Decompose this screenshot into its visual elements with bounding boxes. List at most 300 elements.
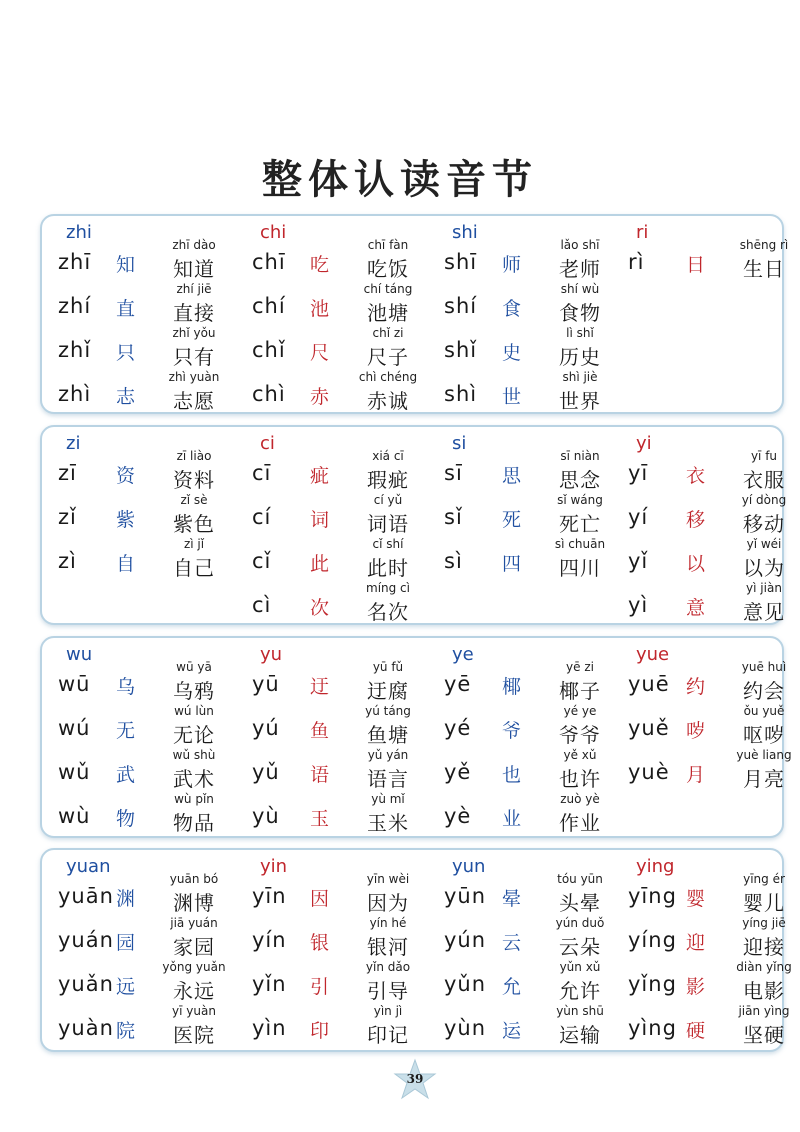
tone-syllable: chī — [252, 250, 286, 274]
character: 业 — [502, 808, 522, 830]
tone-syllable: shǐ — [444, 338, 478, 362]
tone-syllable: zī — [58, 461, 77, 485]
character: 思 — [502, 465, 522, 487]
word-pinyin: wú lùn — [174, 704, 214, 718]
syllable-group — [624, 850, 800, 1050]
word-pinyin: chí táng — [363, 282, 413, 296]
word: 电影 — [743, 979, 785, 1003]
word-pinyin: yí dòng — [741, 493, 787, 507]
character: 武 — [116, 764, 136, 786]
syllable-row — [54, 370, 234, 414]
syllable-section — [40, 425, 787, 625]
word: 物品 — [173, 811, 215, 835]
syllable-row — [54, 748, 234, 792]
character: 婴 — [686, 888, 706, 910]
tone-syllable: yǔn — [444, 972, 487, 996]
character: 意 — [686, 597, 706, 619]
word: 月亮 — [743, 767, 785, 791]
syllable-group — [248, 216, 428, 412]
syllable-row — [440, 449, 620, 493]
word: 词语 — [367, 512, 409, 536]
syllable-heading: ci — [260, 433, 275, 454]
word-pinyin: sì chuān — [554, 537, 606, 551]
word-pinyin: cí yǔ — [373, 493, 403, 507]
word: 自己 — [173, 556, 215, 580]
syllable-row — [54, 660, 234, 704]
word: 运输 — [559, 1023, 601, 1047]
word-pinyin: yuān bó — [169, 872, 219, 886]
tone-syllable: yuè — [628, 760, 670, 784]
tone-syllable: yǔ — [252, 760, 280, 784]
syllable-group — [624, 427, 800, 623]
character: 无 — [116, 720, 136, 742]
syllable-row — [54, 282, 234, 326]
syllable-row — [248, 449, 428, 493]
character: 因 — [310, 888, 330, 910]
word-pinyin: zī liào — [176, 449, 212, 463]
character: 四 — [502, 553, 522, 575]
tone-syllable: cí — [252, 505, 272, 529]
tone-syllable: yíng — [628, 928, 677, 952]
character: 死 — [502, 509, 522, 531]
syllable-heading: yun — [452, 856, 486, 877]
character: 自 — [116, 553, 136, 575]
tone-syllable: yǐn — [252, 972, 287, 996]
word: 知道 — [173, 257, 215, 281]
word: 衣服 — [743, 468, 785, 492]
syllable-heading: ye — [452, 644, 474, 665]
word-pinyin: chǐ zi — [372, 326, 404, 340]
syllable-heading: yu — [260, 644, 283, 665]
syllable-heading: si — [452, 433, 467, 454]
word: 椰子 — [559, 679, 601, 703]
word: 约会 — [743, 679, 785, 703]
syllable-row — [624, 537, 800, 581]
word: 紫色 — [173, 512, 215, 536]
character: 云 — [502, 932, 522, 954]
syllable-row — [248, 792, 428, 836]
character: 直 — [116, 298, 136, 320]
tone-syllable: yún — [444, 928, 487, 952]
word-pinyin: yì jiàn — [746, 581, 782, 595]
page-title: 整体认读音节 — [262, 156, 538, 203]
character: 资 — [116, 465, 136, 487]
tone-syllable: shí — [444, 294, 478, 318]
tone-syllable: wú — [58, 716, 91, 740]
character: 迂 — [310, 676, 330, 698]
character: 赤 — [310, 386, 330, 408]
tone-syllable: yī — [628, 461, 649, 485]
syllable-section — [40, 214, 789, 414]
syllable-row — [248, 1004, 428, 1048]
character: 此 — [310, 553, 330, 575]
word: 作业 — [559, 811, 601, 835]
tone-syllable: yīng — [628, 884, 677, 908]
word-pinyin: tóu yūn — [557, 872, 603, 886]
syllable-row — [248, 872, 428, 916]
word: 尺子 — [367, 345, 409, 369]
word-pinyin: míng cì — [366, 581, 410, 595]
tone-syllable: cī — [252, 461, 272, 485]
character: 移 — [686, 509, 706, 531]
tone-syllable: yū — [252, 672, 280, 696]
tone-syllable: sǐ — [444, 505, 463, 529]
word: 爷爷 — [559, 723, 601, 747]
word-pinyin: yǔ yán — [367, 748, 409, 762]
word-pinyin: yé ye — [563, 704, 597, 718]
syllable-row — [624, 660, 800, 704]
tone-syllable: chí — [252, 294, 286, 318]
tone-syllable: yuē — [628, 672, 670, 696]
character: 尺 — [310, 342, 330, 364]
word: 迎接 — [743, 935, 785, 959]
tone-syllable: cì — [252, 593, 272, 617]
character: 影 — [686, 976, 706, 998]
syllable-row — [624, 704, 800, 748]
tone-syllable: rì — [628, 250, 645, 274]
word-pinyin: yuē huì — [741, 660, 787, 674]
word: 池塘 — [367, 301, 409, 325]
character: 约 — [686, 676, 706, 698]
syllable-section — [40, 636, 792, 838]
tone-syllable: shī — [444, 250, 478, 274]
syllable-row — [440, 960, 620, 1004]
tone-syllable: yuān — [58, 884, 114, 908]
character: 迎 — [686, 932, 706, 954]
character: 疵 — [310, 465, 330, 487]
word: 以为 — [743, 556, 785, 580]
character: 紫 — [116, 509, 136, 531]
tone-syllable: yuán — [58, 928, 114, 952]
word: 医院 — [173, 1023, 215, 1047]
word-pinyin: yǒng yuǎn — [162, 960, 226, 974]
tone-syllable: wǔ — [58, 760, 91, 784]
syllable-group — [624, 216, 800, 412]
character: 只 — [116, 342, 136, 364]
word-pinyin: jiā yuán — [170, 916, 218, 930]
syllable-row — [248, 704, 428, 748]
tone-syllable: cǐ — [252, 549, 272, 573]
syllable-group — [440, 850, 620, 1050]
word-pinyin: zhǐ yǒu — [172, 326, 216, 340]
character: 食 — [502, 298, 522, 320]
syllable-row — [624, 449, 800, 493]
word-pinyin: yī fu — [750, 449, 778, 463]
tone-syllable: yìng — [628, 1016, 677, 1040]
word: 武术 — [173, 767, 215, 791]
word-pinyin: jiān yìng — [738, 1004, 790, 1018]
syllable-row — [54, 704, 234, 748]
character: 爷 — [502, 720, 522, 742]
word: 引导 — [367, 979, 409, 1003]
word-pinyin: yín hé — [369, 916, 407, 930]
word-pinyin: shēng rì — [739, 238, 789, 252]
syllable-heading: yi — [636, 433, 652, 454]
tone-syllable: zhī — [58, 250, 92, 274]
syllable-section — [40, 848, 792, 1052]
syllable-row — [248, 581, 428, 625]
word: 因为 — [367, 891, 409, 915]
syllable-row — [440, 1004, 620, 1048]
syllable-row — [54, 493, 234, 537]
syllable-row — [54, 238, 234, 282]
word: 直接 — [173, 301, 215, 325]
word: 老师 — [559, 257, 601, 281]
syllable-heading: yue — [636, 644, 670, 665]
character: 引 — [310, 976, 330, 998]
tone-syllable: zǐ — [58, 505, 77, 529]
syllable-row — [248, 370, 428, 414]
character: 次 — [310, 597, 330, 619]
character: 椰 — [502, 676, 522, 698]
word-pinyin: yǔn xǔ — [559, 960, 601, 974]
syllable-row — [54, 1004, 234, 1048]
character: 乌 — [116, 676, 136, 698]
syllable-row — [248, 660, 428, 704]
character: 世 — [502, 386, 522, 408]
character: 吃 — [310, 254, 330, 276]
syllable-group — [248, 850, 428, 1050]
character: 也 — [502, 764, 522, 786]
word-pinyin: yē zi — [566, 660, 594, 674]
syllable-heading: shi — [452, 222, 478, 243]
syllable-row — [624, 581, 800, 625]
word: 名次 — [367, 600, 409, 624]
tone-syllable: wù — [58, 804, 91, 828]
word: 历史 — [559, 345, 601, 369]
word-pinyin: chī fàn — [367, 238, 409, 252]
tone-syllable: yí — [628, 505, 649, 529]
character: 以 — [686, 553, 706, 575]
word: 四川 — [559, 556, 601, 580]
syllable-row — [440, 660, 620, 704]
tone-syllable: yīn — [252, 884, 287, 908]
syllable-group — [440, 638, 620, 836]
syllable-row — [440, 792, 620, 836]
tone-syllable: sī — [444, 461, 463, 485]
word: 银河 — [367, 935, 409, 959]
word-pinyin: ǒu yuě — [743, 704, 785, 718]
character: 院 — [116, 1020, 136, 1042]
word-pinyin: diàn yǐng — [736, 960, 792, 974]
word-pinyin: chì chéng — [358, 370, 418, 384]
syllable-row — [54, 960, 234, 1004]
syllable-row — [54, 537, 234, 581]
syllable-row — [248, 282, 428, 326]
character: 志 — [116, 386, 136, 408]
tone-syllable: yì — [628, 593, 649, 617]
syllable-row — [248, 537, 428, 581]
word: 吃饭 — [367, 257, 409, 281]
syllable-heading: zhi — [66, 222, 92, 243]
word-pinyin: yùn shū — [556, 1004, 604, 1018]
syllable-row — [440, 238, 620, 282]
word-pinyin: yǐn dǎo — [365, 960, 411, 974]
word-pinyin: sǐ wáng — [557, 493, 603, 507]
word: 渊博 — [173, 891, 215, 915]
syllable-row — [624, 493, 800, 537]
syllable-row — [440, 370, 620, 414]
syllable-row — [624, 872, 800, 916]
word-pinyin: yū fǔ — [372, 660, 404, 674]
word-pinyin: zhí jiē — [176, 282, 212, 296]
word: 赤诚 — [367, 389, 409, 413]
syllable-heading: yin — [260, 856, 288, 877]
word: 思念 — [559, 468, 601, 492]
word-pinyin: shí wù — [560, 282, 600, 296]
word-pinyin: xiá cī — [372, 449, 404, 463]
word: 世界 — [559, 389, 601, 413]
character: 语 — [310, 764, 330, 786]
syllable-heading: chi — [260, 222, 287, 243]
word: 志愿 — [173, 389, 215, 413]
tone-syllable: yē — [444, 672, 472, 696]
tone-syllable: yìn — [252, 1016, 287, 1040]
syllable-row — [440, 537, 620, 581]
word-pinyin: wǔ shù — [172, 748, 216, 762]
character: 晕 — [502, 888, 522, 910]
word-pinyin: yīng ér — [743, 872, 785, 886]
syllable-heading: wu — [66, 644, 93, 665]
tone-syllable: zì — [58, 549, 77, 573]
word-pinyin: yīn wèi — [366, 872, 410, 886]
character: 玉 — [310, 808, 330, 830]
tone-syllable: yǐng — [628, 972, 677, 996]
word-pinyin: zuò yè — [560, 792, 600, 806]
character: 运 — [502, 1020, 522, 1042]
syllable-heading: ri — [636, 222, 649, 243]
word: 印记 — [367, 1023, 409, 1047]
syllable-row — [440, 916, 620, 960]
character: 词 — [310, 509, 330, 531]
word: 无论 — [173, 723, 215, 747]
tone-syllable: yè — [444, 804, 472, 828]
tone-syllable: wū — [58, 672, 91, 696]
tone-syllable: shì — [444, 382, 478, 406]
tone-syllable: yùn — [444, 1016, 487, 1040]
syllable-heading: ying — [636, 856, 675, 877]
syllable-row — [248, 326, 428, 370]
word: 此时 — [367, 556, 409, 580]
tone-syllable: zhí — [58, 294, 92, 318]
tone-syllable: yūn — [444, 884, 487, 908]
page-number: 39 — [406, 1072, 424, 1086]
word-pinyin: lǎo shī — [560, 238, 600, 252]
word-pinyin: yìn jì — [373, 1004, 403, 1018]
syllable-group — [54, 427, 234, 623]
character: 师 — [502, 254, 522, 276]
character: 知 — [116, 254, 136, 276]
word-pinyin: lì shǐ — [566, 326, 594, 340]
word-pinyin: zǐ sè — [180, 493, 208, 507]
character: 园 — [116, 932, 136, 954]
word: 鱼塘 — [367, 723, 409, 747]
tone-syllable: yé — [444, 716, 472, 740]
word-pinyin: yíng jiē — [742, 916, 786, 930]
syllable-row — [440, 872, 620, 916]
word: 允许 — [559, 979, 601, 1003]
tone-syllable: yě — [444, 760, 472, 784]
word: 乌鸦 — [173, 679, 215, 703]
word: 生日 — [743, 257, 785, 281]
syllable-row — [248, 748, 428, 792]
tone-syllable: yín — [252, 928, 287, 952]
tone-syllable: zhǐ — [58, 338, 92, 362]
word: 移动 — [743, 512, 785, 536]
syllable-row — [624, 1004, 800, 1048]
tone-syllable: yú — [252, 716, 280, 740]
word-pinyin: sī niàn — [560, 449, 600, 463]
character: 池 — [310, 298, 330, 320]
syllable-row — [248, 493, 428, 537]
word: 死亡 — [559, 512, 601, 536]
tone-syllable: chì — [252, 382, 286, 406]
syllable-group — [54, 216, 234, 412]
syllable-row — [624, 916, 800, 960]
character: 月 — [686, 764, 706, 786]
character: 史 — [502, 342, 522, 364]
word-pinyin: cǐ shí — [372, 537, 404, 551]
word: 迂腐 — [367, 679, 409, 703]
syllable-group — [248, 638, 428, 836]
character: 日 — [686, 254, 706, 276]
syllable-row — [624, 960, 800, 1004]
word: 家园 — [173, 935, 215, 959]
word: 玉米 — [367, 811, 409, 835]
word-pinyin: yún duǒ — [555, 916, 605, 930]
syllable-row — [54, 449, 234, 493]
character: 衣 — [686, 465, 706, 487]
syllable-row — [440, 748, 620, 792]
syllable-row — [54, 872, 234, 916]
character: 远 — [116, 976, 136, 998]
tone-syllable: yǐ — [628, 549, 649, 573]
syllable-group — [54, 850, 234, 1050]
syllable-group — [440, 427, 620, 623]
word-pinyin: zì jǐ — [183, 537, 205, 551]
word-pinyin: yě xǔ — [563, 748, 597, 762]
character: 渊 — [116, 888, 136, 910]
character: 鱼 — [310, 720, 330, 742]
syllable-row — [248, 916, 428, 960]
word: 头晕 — [559, 891, 601, 915]
word-pinyin: zhī dào — [172, 238, 216, 252]
syllable-row — [248, 960, 428, 1004]
word-pinyin: wū yā — [176, 660, 212, 674]
word: 婴儿 — [743, 891, 785, 915]
word: 语言 — [367, 767, 409, 791]
word: 也许 — [559, 767, 601, 791]
tone-syllable: yuǎn — [58, 972, 114, 996]
word: 资料 — [173, 468, 215, 492]
syllable-heading: zi — [66, 433, 81, 454]
tone-syllable: zhì — [58, 382, 92, 406]
syllable-row — [440, 282, 620, 326]
tone-syllable: chǐ — [252, 338, 286, 362]
word: 瑕疵 — [367, 468, 409, 492]
character: 印 — [310, 1020, 330, 1042]
tone-syllable: yuàn — [58, 1016, 114, 1040]
syllable-row — [54, 792, 234, 836]
tone-syllable: yù — [252, 804, 280, 828]
syllable-row — [440, 704, 620, 748]
word-pinyin: yǐ wéi — [746, 537, 782, 551]
word-pinyin: yuè liang — [736, 748, 792, 762]
syllable-row — [248, 238, 428, 282]
tone-syllable: sì — [444, 549, 463, 573]
word-pinyin: yù mǐ — [371, 792, 405, 806]
word-pinyin: shì jiè — [562, 370, 598, 384]
